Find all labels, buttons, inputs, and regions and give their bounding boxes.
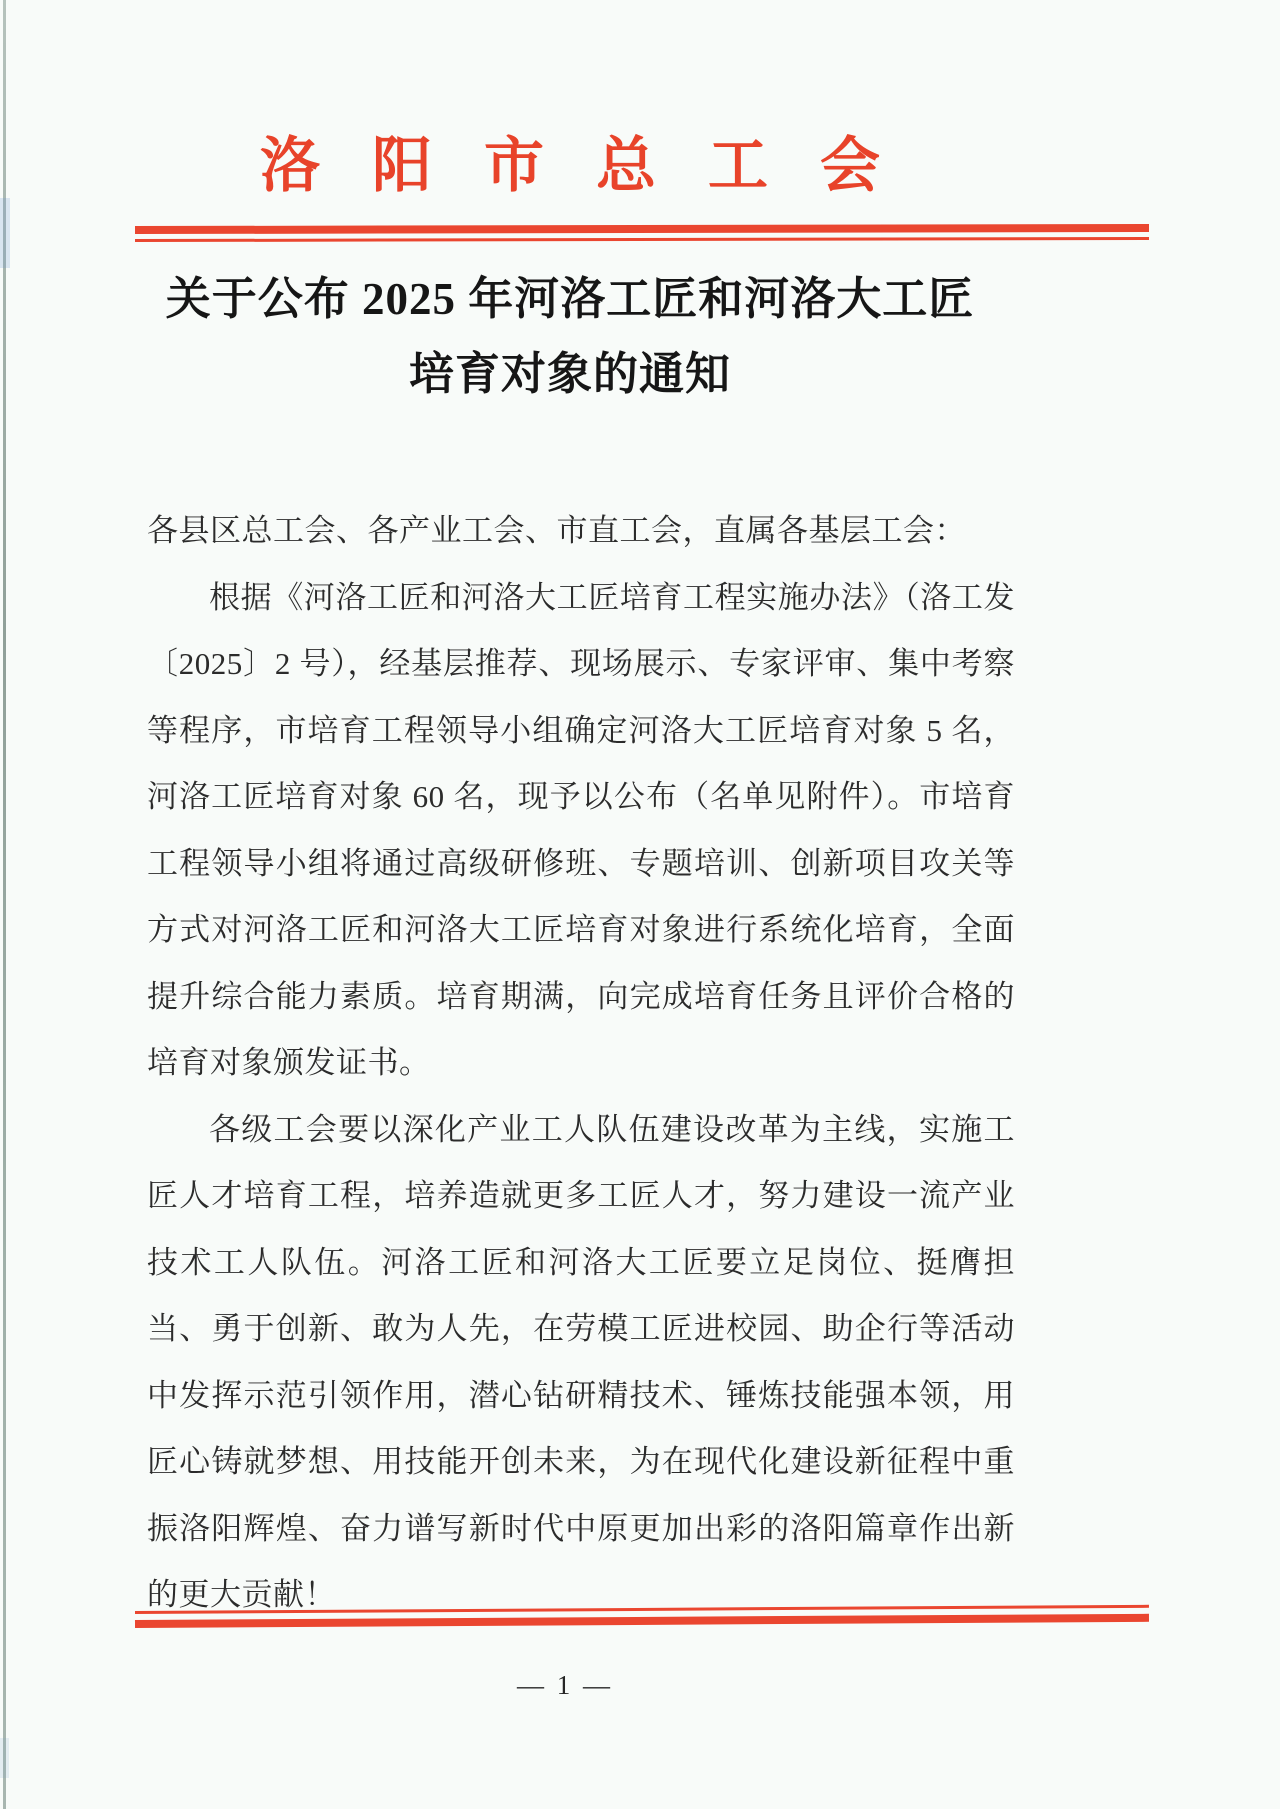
scan-artifact [0, 198, 10, 268]
document-body [147, 498, 1015, 1629]
body-paragraph: 根据《河洛工匠和河洛大工匠培育工程实施办法》（洛工发〔2025〕2 号），经基层推荐、现场展示、专家评审、集中考察等程序，市培育工程领导小组确定河洛大工匠培育对象 5 名，河洛工匠培育对象 60 名，现予以公布（名单见附件）。市培育工程领导小组将通过高级研修班、专题培训、创新项目攻关等方式对河洛工匠和河洛大工匠培育对象进行系统化培育，全面提升综合能力素质。培育期满，向完成培育任务且评价合格的培育对象颁发证书。 [147, 579, 1015, 1080]
document-title [140, 262, 1000, 412]
scan-edge-line [3, 0, 6, 1809]
document-title-line1: 关于公布 2025 年河洛工匠和河洛大工匠 [165, 274, 975, 324]
letterhead-rule-thin [135, 237, 1149, 242]
letterhead-org-name: 洛阳市总工会 [260, 133, 932, 199]
document-title-line2: 培育对象的通知 [408, 349, 731, 399]
body-paragraph: 各级工会要以深化产业工人队伍建设改革为主线，实施工匠人才培育工程，培养造就更多工匠人才，努力建设一流产业技术工人队伍。河洛工匠和河洛大工匠要立足岗位、挺膺担当、勇于创新、敢为人先，在劳模工匠进校园、助企行等活动中发挥示范引领作用，潜心钻研精技术、锤炼技能强本领，用匠心铸就梦想、用技能开创未来，为在现代化建设新征程中重振洛阳辉煌、奋力谱写新时代中原更加出彩的洛阳篇章作出新的更大贡献！ [147, 1111, 1015, 1612]
salutation-line: 各县区总工会、各产业工会、市直工会，直属各基层工会： [147, 513, 966, 548]
scan-artifact [0, 1738, 9, 1778]
letterhead-rule-thick [135, 224, 1149, 234]
page-number: — 1 — [517, 1670, 613, 1700]
